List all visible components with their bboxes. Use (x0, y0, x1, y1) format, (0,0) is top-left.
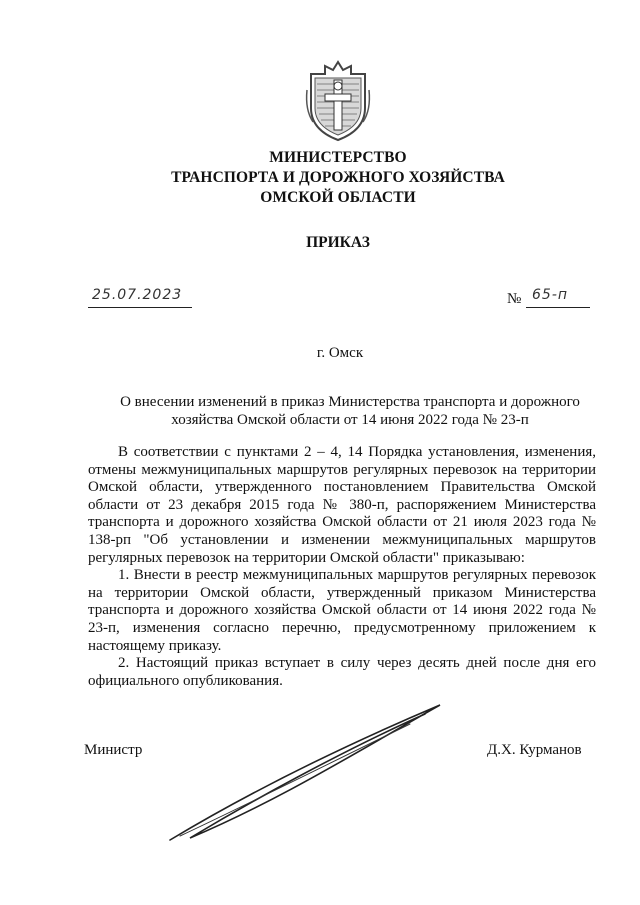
document-subject: О внесении изменений в приказ Министерства транспорта и дорожного хозяйства Омской области от 14 июня 2022 года № 23-п (120, 394, 580, 428)
ministry-name (0, 148, 640, 208)
number-label: № (507, 291, 522, 307)
document-city: г. Омск (316, 345, 364, 361)
ministry-line-2: ТРАНСПОРТА И ДОРОЖНОГО ХОЗЯЙСТВА (171, 169, 505, 186)
signer-name: Д.Х. Курманов (487, 742, 582, 758)
omsk-region-coat-of-arms-icon (303, 60, 373, 142)
document-number: 65-п (532, 287, 569, 303)
document-date-field (88, 287, 192, 308)
item-1-paragraph: 1. Внести в реестр межмуниципальных маршрутов регулярных перевозок на территории Омской области, утвержденный приказом Министерства транспорта и дорожного хозяйства Омской области от 14 июня 2022 года № 23-п, изменения согласно перечню, предусмотренному приложением к настоящему приказу. (88, 567, 596, 654)
ministry-line-3: ОМСКОЙ ОБЛАСТИ (260, 189, 416, 206)
signer-title: Министр (84, 742, 143, 758)
item-2-paragraph: 2. Настоящий приказ вступает в силу через десять дней после дня его официального опубликования. (88, 655, 596, 689)
document-type: ПРИКАЗ (306, 234, 370, 251)
document-number-field (526, 287, 590, 308)
handwritten-signature (160, 690, 460, 850)
ministry-line-1: МИНИСТЕРСТВО (269, 149, 407, 166)
document-date: 25.07.2023 (92, 287, 183, 303)
preamble-paragraph: В соответствии с пунктами 2 – 4, 14 Порядка установления, изменения, отмены межмуниципальных маршрутов регулярных перевозок на территории Омской области, утвержденного постановлением Правительства Омской области от 23 декабря 2015 года № 380-п, распоряжением Министерства транспорта и дорожного хозяйства Омской области от 21 июля 2023 года № 138-рп "Об установлении и изменении межмуниципальных маршрутов регулярных перевозок на территории Омской области" приказываю: (88, 444, 596, 566)
document-body (88, 444, 596, 690)
